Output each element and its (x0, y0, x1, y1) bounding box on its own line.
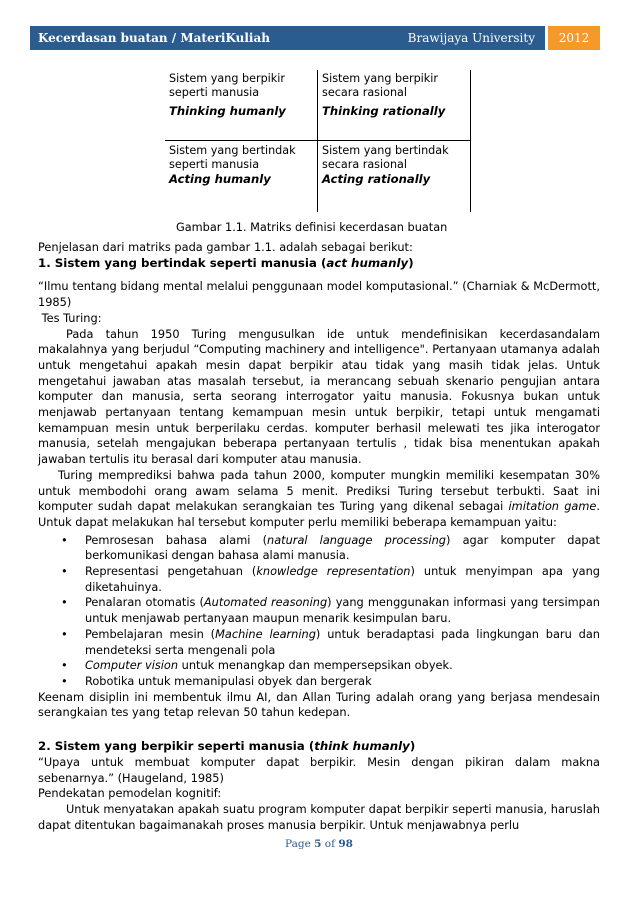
document-body (38, 240, 600, 833)
section-2-heading: 2. Sistem yang berpikir seperti manusia (think humanly) (38, 739, 416, 754)
figure-caption: Gambar 1.1. Matriks definisi kecerdasan buatan (176, 221, 448, 234)
matrix-cell-acting-humanly: Sistem yang bertindak seperti manusia Acting humanly (165, 141, 318, 213)
page-number: 5 (314, 838, 322, 850)
ability-list (38, 533, 600, 690)
section-1-heading: 1. Sistem yang bertindak seperti manusia (act humanly) (38, 255, 414, 270)
section-2-paragraph: Untuk menyatakan apakah suatu program komputer dapat berpikir seperti manusia, haruslah dapat ditentukan bagaimanakah proses manusia berpikir. Untuk menjawabnya perlu (38, 801, 600, 832)
section-1-paragraph-1: Pada tahun 1950 Turing mengusulkan ide untuk mendefinisikan kecerdasandalam makalahnya yang berjudul “Computing machinery and intelligence". Pertanyaan utamanya adalah untuk mengetahui apakah mesin dapat berpikir atau tidak yang masih tidak jelas. Untuk mengetahui jawaban atas masalah tersebut, ia merancang sebuah skenario pengujian antara komputer dan manusia, serta seorang interrogator yaitu manusia. Fokusnya bukan untuk menjawab pertanyaan tentang kemampuan mesin untuk berpikir, tetapi untuk mengamati kemampuan mesin untuk berperilaku cerdas. komputer berhasil melewati tes jika interogator manusia, setelah mengajukan beberapa pertanyaan tertulis , tidak bisa menentukan apakah jawaban tertulis itu berasal dari komputer atau manusia. (38, 326, 600, 467)
ai-definition-matrix (165, 70, 471, 212)
matrix-cell-english: Thinking rationally (322, 104, 446, 118)
list-item: • Penalaran otomatis (Automated reasoning) yang menggunakan informasi yang tersimpan untuk menjawab pertanyaan maupun menarik kesimpulan baru. (85, 595, 600, 626)
matrix-cell-english: Acting rationally (322, 172, 431, 186)
turing-test-label: Tes Turing: (38, 310, 102, 325)
list-item: • Computer vision untuk menangkap dan mempersepsikan obyek. (85, 658, 600, 674)
section-2-quote: “Upaya untuk membuat komputer dapat berpikir. Mesin dengan pikiran dalam makna sebenarnya.” (Haugeland, 1985) (38, 754, 600, 785)
header-year: 2012 (548, 26, 600, 50)
matrix-cell-english: Acting humanly (169, 172, 271, 186)
list-item: • Pembelajaran mesin (Machine learning) untuk beradaptasi pada lingkungan baru dan mendeteksi serta mengenali pola (85, 627, 600, 658)
header-university: Brawijaya University (407, 31, 535, 45)
matrix-cell-thinking-rationally: Sistem yang berpikir secara rasional Thinking rationally (318, 70, 471, 141)
section-1-conclusion: Keenam disiplin ini membentuk ilmu AI, dan Allan Turing adalah orang yang berjasa mendesain serangkaian tes yang tetap relevan 50 tahun kedepan. (38, 689, 600, 720)
header-bar (30, 26, 545, 50)
header-title: Kecerdasan buatan / MateriKuliah (38, 31, 270, 45)
matrix-cell-acting-rationally: Sistem yang bertindak secara rasional Acting rationally (318, 141, 471, 213)
cognitive-modeling-label: Pendekatan pemodelan kognitif: (38, 786, 222, 801)
page-footer: Page 5 of 98 (285, 838, 353, 850)
matrix-cell-english: Thinking humanly (169, 104, 286, 118)
intro-text: Penjelasan dari matriks pada gambar 1.1. adalah sebagai berikut: (38, 240, 413, 254)
page-header (30, 26, 600, 50)
section-1-paragraph-2: Turing memprediksi bahwa pada tahun 2000, komputer mungkin memiliki kesempatan 30% untuk membodohi orang awam selama 5 menit. Prediksi Turing tersebut terbukti. Saat ini komputer sudah dapat melakukan serangkaian tes Turing yang dikenal sebagai imitation game. Untuk dapat melakukan hal tersebut komputer perlu memiliki beberapa kemampuan yaitu: (38, 467, 600, 529)
section-1-quote: “Ilmu tentang bidang mental melalui penggunaan model komputasional.” (Charniak & McDermott, 1985) (38, 279, 600, 310)
list-item: • Pemrosesan bahasa alami (natural language processing) agar komputer dapat berkomunikasi dengan bahasa alami manusia. (85, 533, 600, 564)
matrix-cell-thinking-humanly: Sistem yang berpikir seperti manusia Thinking humanly (165, 70, 318, 141)
list-item: • Representasi pengetahuan (knowledge representation) untuk menyimpan apa yang diketahuinya. (85, 564, 600, 595)
page-total: 98 (338, 838, 353, 850)
list-item: • Robotika untuk memanipulasi obyek dan bergerak (85, 674, 600, 690)
